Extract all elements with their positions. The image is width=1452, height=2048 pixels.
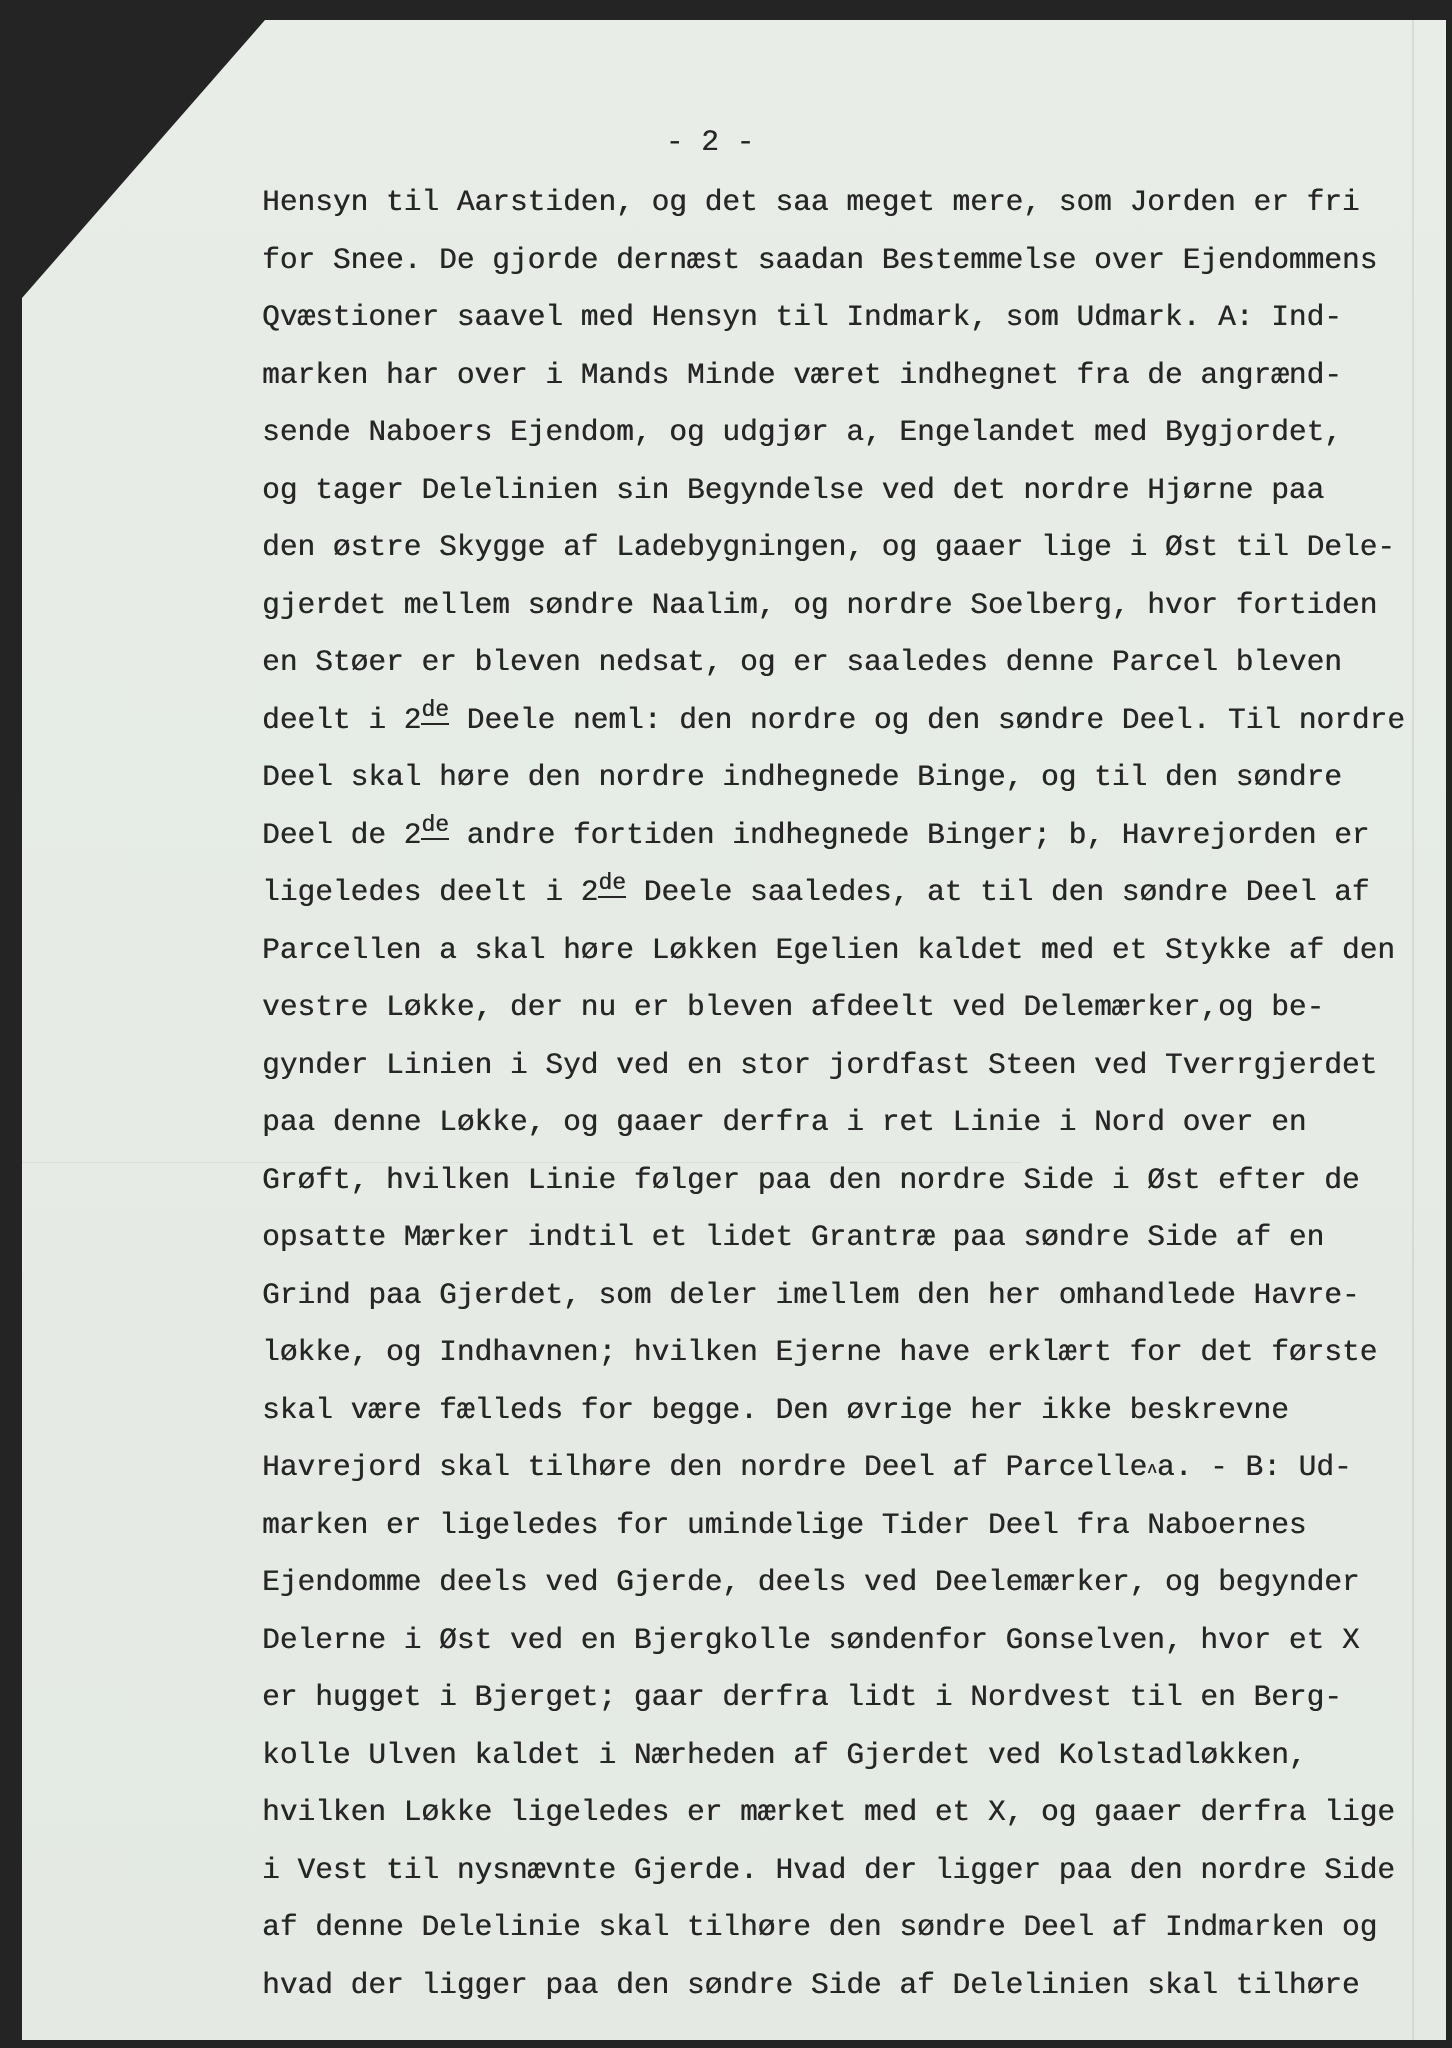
text-line: vestre Løkke, der nu er bleven afdeelt ved Delemærker,og be-	[262, 990, 1325, 1024]
text-line: en Støer er bleven nedsat, og er saaledes denne Parcel bleven	[262, 645, 1342, 679]
text-line: sende Naboers Ejendom, og udgjør a, Engelandet med Bygjordet,	[262, 415, 1342, 449]
text-line: Grind paa Gjerdet, som deler imellem den her omhandlede Havre-	[262, 1277, 1360, 1312]
text-line: og tager Delelinien sin Begyndelse ved det nordre Hjørne paa	[262, 472, 1325, 507]
text-line: hvad der ligger paa den søndre Side af Delelinien skal tilhøre	[262, 1967, 1360, 2002]
text-line: Hensyn til Aarstiden, og det saa meget mere, som Jorden er fri	[262, 185, 1360, 219]
superscript: de	[421, 814, 449, 840]
text-line: marken er ligeledes for umindelige Tider Deel fra Naboernes	[262, 1507, 1307, 1542]
text-line	[262, 1439, 1432, 1497]
text-line: gjerdet mellem søndre Naalim, og nordre Soelberg, hvor fortiden	[262, 587, 1378, 622]
text-line: kolle Ulven kaldet i Nærheden af Gjerdet ved Kolstadløkken,	[262, 1737, 1307, 1772]
text-line	[262, 692, 1432, 750]
text-line	[262, 864, 1432, 922]
line-text: Havrejord skal tilhøre den nordre Deel af Parcelle	[262, 1450, 1148, 1484]
line-text: ligeledes deelt i 2	[262, 875, 599, 909]
text-line: Qvæstioner saavel med Hensyn til Indmark, som Udmark. A: Ind-	[262, 300, 1342, 334]
page-number: - 2 -	[665, 125, 755, 159]
line-text: a. - B: Ud-	[1156, 1450, 1352, 1484]
text-line: Parcellen a skal høre Løkken Egelien kaldet med et Stykke af den	[262, 932, 1395, 967]
text-line: paa denne Løkke, og gaaer derfra i ret Linie i Nord over en	[262, 1105, 1307, 1139]
text-line: Deel skal høre den nordre indhegnede Binge, og til den søndre	[262, 760, 1342, 794]
text-line: gynder Linien i Syd ved en stor jordfast Steen ved Tverrgjerdet	[262, 1047, 1378, 1082]
line-text: Deel de 2	[262, 817, 422, 852]
text-line: opsatte Mærker indtil et lidet Grantræ paa søndre Side af en	[262, 1220, 1325, 1254]
text-line: er hugget i Bjerget; gaar derfra lidt i Nordvest til en Berg-	[262, 1680, 1342, 1714]
text-line: af denne Delelinie skal tilhøre den søndre Deel af Indmarken og	[262, 1910, 1378, 1944]
body-text	[262, 174, 1432, 2014]
insertion-mark: ʌ	[1147, 1458, 1157, 1478]
superscript: de	[421, 699, 449, 725]
text-line: den østre Skygge af Ladebygningen, og gaaer lige i Øst til Dele-	[262, 530, 1395, 564]
line-text: deelt i 2	[262, 702, 422, 737]
line-text: Deele neml: den nordre og den søndre Deel. Til nordre	[448, 702, 1405, 737]
superscript: de	[598, 872, 626, 898]
text-line: Delerne i Øst ved en Bjergkolle søndenfor Gonselven, hvor et X	[262, 1622, 1360, 1657]
text-line: hvilken Løkke ligeledes er mærket med et X, og gaaer derfra lige	[262, 1795, 1395, 1829]
line-text: Deele saaledes, at til den søndre Deel af	[625, 875, 1370, 909]
text-line: marken har over i Mands Minde været indhegnet fra de angrænd-	[262, 357, 1342, 392]
text-line: for Snee. De gjorde dernæst saadan Bestemmelse over Ejendommens	[262, 242, 1378, 277]
text-line	[262, 807, 1432, 865]
line-text: andre fortiden indhegnede Binger; b, Havrejorden er	[448, 817, 1370, 852]
text-line: Grøft, hvilken Linie følger paa den nordre Side i Øst efter de	[262, 1162, 1360, 1197]
text-line: løkke, og Indhavnen; hvilken Ejerne have erklært for det første	[262, 1335, 1378, 1369]
text-line: i Vest til nysnævnte Gjerde. Hvad der ligger paa den nordre Side	[262, 1852, 1395, 1887]
text-line: skal være fælleds for begge. Den øvrige her ikke beskrevne	[262, 1392, 1289, 1427]
text-line: Ejendomme deels ved Gjerde, deels ved Deelemærker, og begynder	[262, 1565, 1360, 1599]
